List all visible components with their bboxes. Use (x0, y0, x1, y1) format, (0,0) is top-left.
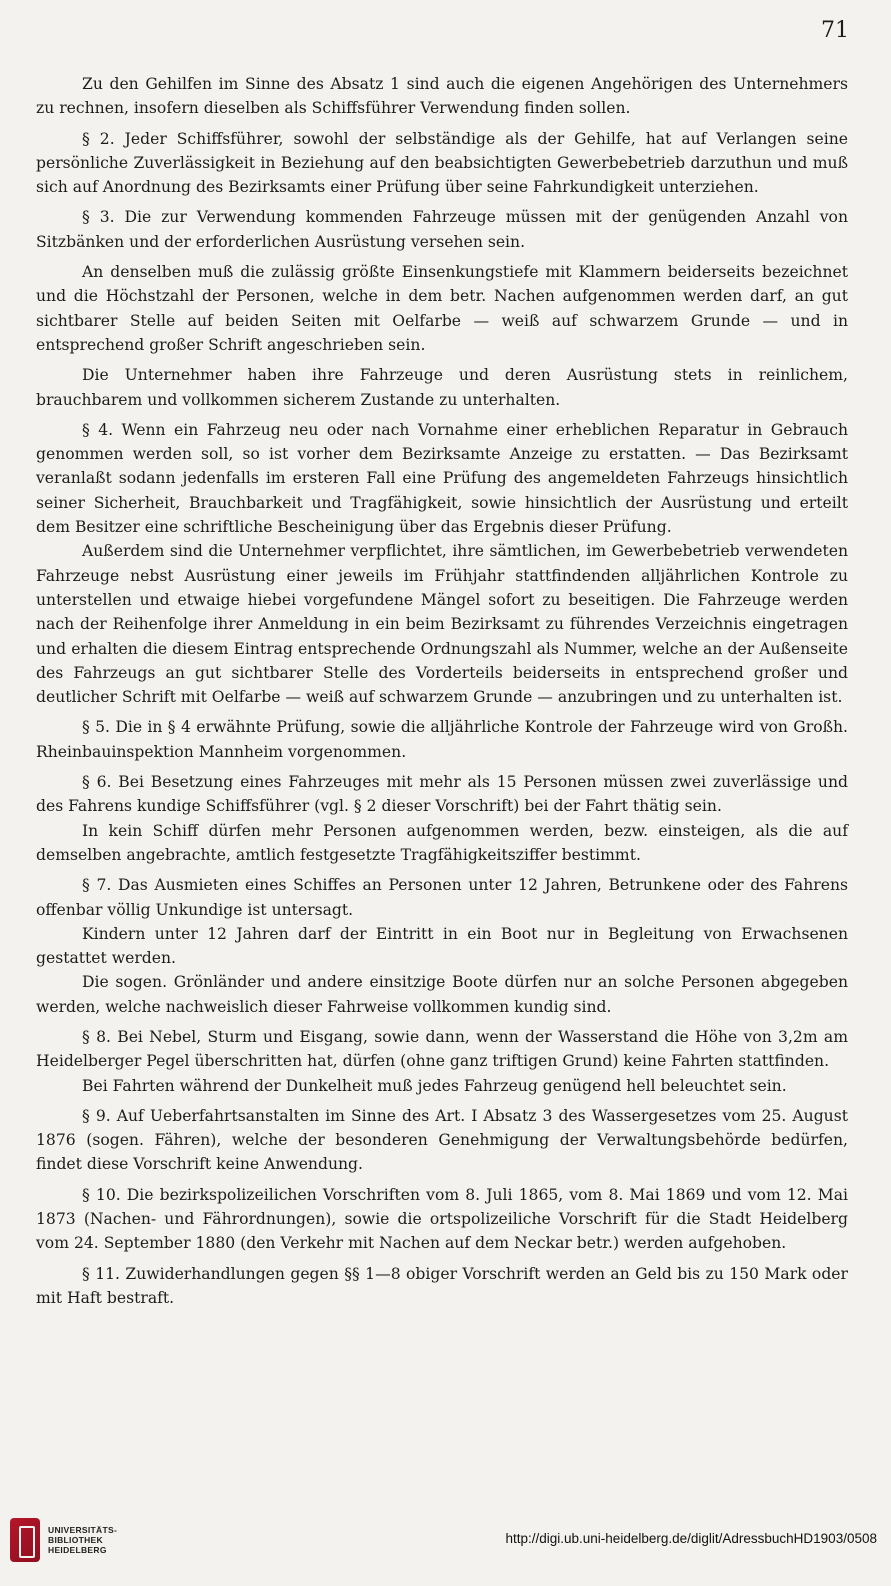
paragraph: § 3. Die zur Verwendung kommenden Fahrzeuge müssen mit der genügenden Anzahl von Sitzbänken und der erforderlichen Ausrüstung versehen sein. (36, 208, 848, 251)
library-logo[interactable] (10, 1512, 200, 1568)
paragraph: Kindern unter 12 Jahren darf der Eintritt in ein Boot nur in Begleitung von Erwachsenen gestattet werden. (36, 924, 848, 968)
paragraph: Die Unternehmer haben ihre Fahrzeuge und deren Ausrüstung stets in reinlichem, brauchbarem und vollkommen sicherem Zustande zu unterhalten. (36, 366, 848, 409)
paragraph: § 7. Das Ausmieten eines Schiffes an Personen unter 12 Jahren, Betrunkene oder des Fahrens offenbar völlig Unkundige ist untersagt. (36, 876, 848, 919)
paragraph: An denselben muß die zulässig größte Einsenkungstiefe mit Klammern beiderseits bezeichnet und die Höchstzahl der Personen, welche in dem betr. Nachen aufgenommen werden darf, an gut sichtbarer Stelle auf beiden Seiten mit Oelfarbe — weiß auf schwarzem Grunde — und in entsprechend großer Schrift angeschrieben sein. (36, 263, 848, 354)
paragraph: § 8. Bei Nebel, Sturm und Eisgang, sowie dann, wenn der Wasserstand die Höhe von 3,2m am Heidelberger Pegel überschritten hat, dürfen (ohne ganz triftigen Grund) keine Fahrten stattfinden. (36, 1027, 848, 1071)
paragraph: § 5. Die in § 4 erwähnte Prüfung, sowie die alljährliche Kontrole der Fahrzeuge wird von Großh. Rheinbauinspektion Mannheim vorgenommen. (36, 718, 848, 761)
paragraph: § 6. Bei Besetzung eines Fahrzeuges mit mehr als 15 Personen müssen zwei zuverlässige und des Fahrens kundige Schiffsführer (vgl. § 2 dieser Vorschrift) bei der Fahrt thätig sein. (36, 773, 848, 816)
footer (0, 1500, 891, 1586)
paragraph: Zu den Gehilfen im Sinne des Absatz 1 sind auch die eigenen Angehörigen des Unternehmers zu rechnen, insofern dieselben als Schiffsführer Verwendung finden sollen. (36, 75, 848, 118)
paragraph: In kein Schiff dürfen mehr Personen aufgenommen werden, bezw. einsteigen, als die auf demselben angebrachte, amtlich festgesetzte Tragfähigkeitsziffer bestimmt. (36, 821, 848, 864)
library-logo-text: UNIVERSITÄTS- BIBLIOTHEK HEIDELBERG (48, 1525, 118, 1555)
page-number: 71 (821, 18, 849, 43)
paragraph: Bei Fahrten während der Dunkelheit muß jedes Fahrzeug genügend hell beleuchtet sein. (82, 1076, 787, 1095)
paragraph: Die sogen. Grönländer und andere einsitzige Boote dürfen nur an solche Personen abgegeben werden, welche nachweislich dieser Fahrweise vollkommen kundig sind. (36, 973, 848, 1016)
paragraph: § 11. Zuwiderhandlungen gegen §§ 1—8 obiger Vorschrift werden an Geld bis zu 150 Mark oder mit Haft bestraft. (36, 1264, 848, 1307)
source-url-link[interactable]: http://digi.ub.uni-heidelberg.de/diglit/AdressbuchHD1903/0508 (505, 1531, 877, 1546)
library-logo-icon (10, 1518, 40, 1562)
paragraph: § 10. Die bezirkspolizeilichen Vorschriften vom 8. Juli 1865, vom 8. Mai 1869 und vom 12. Mai 1873 (Nachen- und Fährordnungen), sowie die ortspolizeiliche Vorschrift für die Stadt Heidelberg vom 24. September 1880 (den Verkehr mit Nachen auf dem Neckar betr.) werden aufgehoben. (36, 1185, 848, 1253)
paragraph: § 2. Jeder Schiffsführer, sowohl der selbständige als der Gehilfe, hat auf Verlangen seine persönliche Zuverlässigkeit in Beziehung auf den beabsichtigten Gewerbebetrieb darzuthun und muß sich auf Anordnung des Bezirksamts einer Prüfung über seine Fahrkundigkeit unterziehen. (36, 129, 848, 197)
document-body (36, 72, 848, 1310)
paragraph: Außerdem sind die Unternehmer verpflichtet, ihre sämtlichen, im Gewerbebetrieb verwendeten Fahrzeuge nebst Ausrüstung einer jeweils im Frühjahr stattfindenden alljährlichen Kontrole zu unterstellen und etwaige hiebei vorgefundene Mängel sofort zu beseitigen. Die Fahrzeuge werden nach der Reihenfolge ihrer Anmeldung in ein beim Bezirksamt zu führendes Verzeichnis eingetragen und erhalten die diesem Eintrag entsprechende Ordnungszahl als Nummer, welche an der Außenseite des Fahrzeugs an gut sichtbarer Stelle des Vorderteils beiderseits in entsprechend großer und deutlicher Schrift mit Oelfarbe — weiß auf schwarzem Grunde — anzubringen und zu unterhalten ist. (36, 542, 848, 707)
paragraph: § 4. Wenn ein Fahrzeug neu oder nach Vornahme einer erheblichen Reparatur in Gebrauch genommen werden soll, so ist vorher dem Bezirksamte Anzeige zu erstatten. — Das Bezirksamt veranlaßt sodann jedenfalls im ersteren Fall eine Prüfung des angemeldeten Fahrzeugs hinsichtlich seiner Sicherheit, Brauchbarkeit und Tragfähigkeit, sowie hinsichtlich der Ausrüstung und erteilt dem Besitzer eine schriftliche Bescheinigung über das Ergebnis dieser Prüfung. (36, 420, 848, 537)
paragraph: § 9. Auf Ueberfahrtsanstalten im Sinne des Art. I Absatz 3 des Wassergesetzes vom 25. August 1876 (sogen. Fähren), welche der besonderen Genehmigung der Verwaltungsbehörde bedürfen, findet diese Vorschrift keine Anwendung. (36, 1106, 848, 1174)
